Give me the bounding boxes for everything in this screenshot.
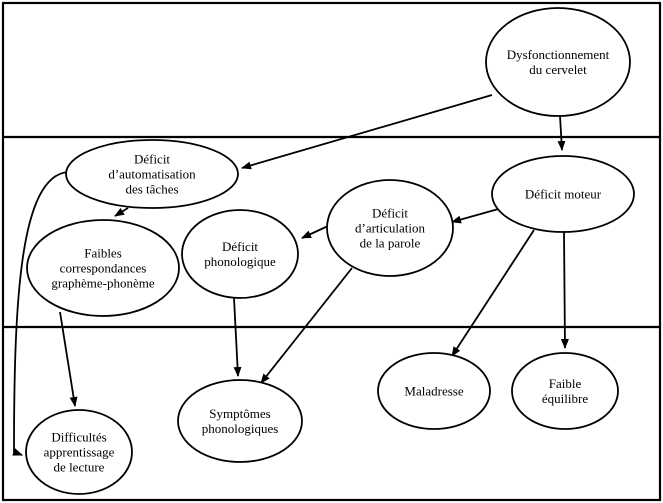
node-label-difficultes-apprentissage: Difficultés apprentissage de lecture xyxy=(43,429,115,475)
node-label-symptomes-phonologiques: Symptômes phonologiques xyxy=(201,406,279,436)
edge-cervelet-automatisation xyxy=(242,95,492,168)
node-label-faibles-correspondances: Faibles correspondances graphème-phonème xyxy=(51,245,155,291)
node-faibles-correspondances xyxy=(27,220,179,316)
node-label-deficit-automatisation: Déficit d’automatisation des tâches xyxy=(108,151,196,197)
edge-cervelet-moteur xyxy=(560,116,562,150)
nodes xyxy=(26,8,634,494)
node-difficultes-apprentissage xyxy=(26,410,132,494)
edge-automatisation-faibles xyxy=(115,208,128,216)
node-label-deficit-moteur: Déficit moteur xyxy=(524,186,602,202)
node-label-faible-equilibre: Faible équilibre xyxy=(541,376,589,406)
node-symptomes-phonologiques xyxy=(178,380,302,462)
edge-moteur-articulation xyxy=(452,208,502,222)
node-dysfonctionnement-cervelet xyxy=(486,8,630,116)
node-label-deficit-articulation: Déficit d’articulation de la parole xyxy=(354,205,426,251)
node-deficit-articulation xyxy=(327,180,453,276)
node-label-deficit-phonologique: Déficit phonologique xyxy=(204,239,276,269)
edge-moteur-maladresse xyxy=(452,230,534,356)
node-faible-equilibre xyxy=(512,353,618,429)
edge-phonologique-symptomes xyxy=(234,298,238,376)
node-maladresse xyxy=(378,353,490,429)
edge-moteur-equilibre xyxy=(564,232,565,348)
node-deficit-moteur xyxy=(492,156,634,232)
edge-articulation-phonologique xyxy=(302,226,328,238)
node-deficit-phonologique xyxy=(182,210,298,298)
node-label-maladresse: Maladresse xyxy=(404,383,464,399)
node-label-dysfonctionnement-cervelet: Dysfonctionnement du cervelet xyxy=(506,47,610,77)
node-deficit-automatisation xyxy=(66,140,238,208)
